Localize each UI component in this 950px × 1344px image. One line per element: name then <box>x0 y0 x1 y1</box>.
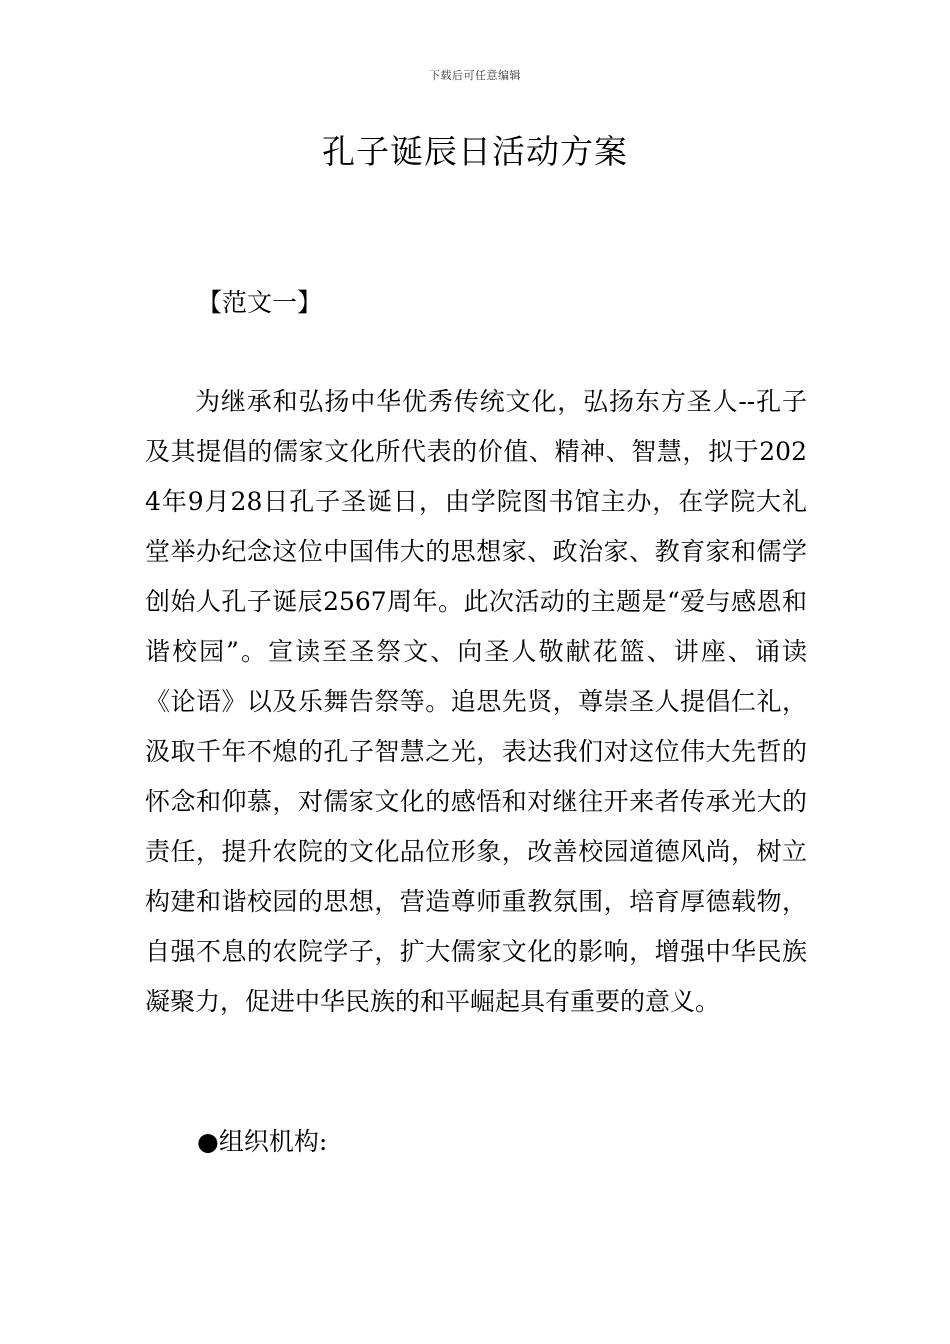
section-label: 【范文一】 <box>197 288 323 317</box>
document-title: 孔子诞辰日活动方案 <box>322 132 628 171</box>
bullet-heading-organization: ●组织机构: <box>197 1127 328 1156</box>
header-note: 下载后可任意编辑 <box>429 69 521 82</box>
body-paragraph: 为继承和弘扬中华优秀传统文化，弘扬东方圣人--孔子及其提倡的儒家文化所代表的价值、精神、智慧，拟于2024年9月28日孔子圣诞日，由学院图书馆主办，在学院大礼堂举办纪念这位中国伟大的思想家、政治家、教育家和儒学创始人孔子诞辰2567周年。此次活动的主题是“爱与感恩和谐校园”。宣读至圣祭文、向圣人敬献花篮、讲座、诵读《论语》以及乐舞告祭等。追思先贤，尊崇圣人提倡仁礼，汲取千年不熄的孔子智慧之光，表达我们对这位伟大先哲的怀念和仰慕，对儒家文化的感悟和对继往开来者传承光大的责任，提升农院的文化品位形象，改善校园道德风尚，树立构建和谐校园的思想，营造尊师重教氛围，培育厚德载物，自强不息的农院学子，扩大儒家文化的影响，增强中华民族凝聚力，促进中华民族的和平崛起具有重要的意义。 <box>145 387 807 1016</box>
